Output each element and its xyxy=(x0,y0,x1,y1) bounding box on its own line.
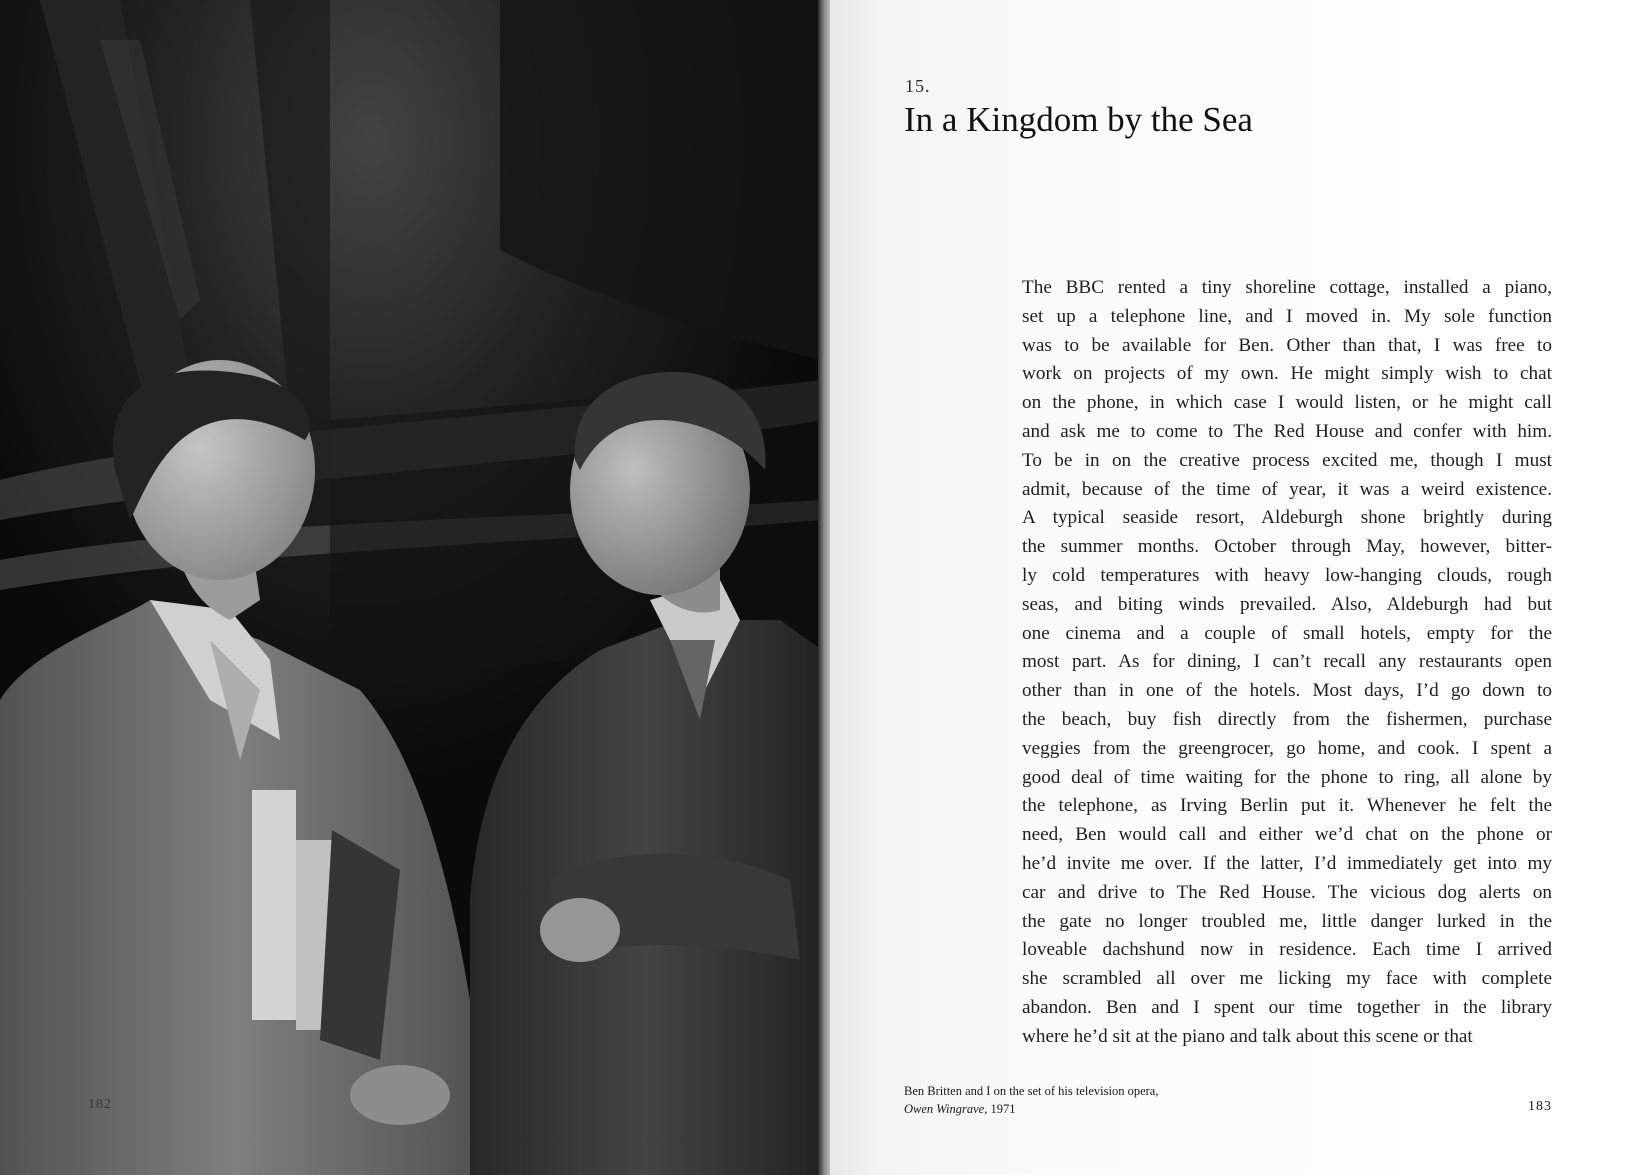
body-line: the telephone, as Irving Berlin put it. Whenever he felt the xyxy=(1022,795,1552,817)
body-line: most part. As for dining, I can’t recall any restaurants open xyxy=(1022,651,1552,673)
body-line: admit, because of the time of year, it was a weird existence. xyxy=(1022,478,1552,500)
body-line: good deal of time waiting for the phone to ring, all alone by xyxy=(1022,766,1552,788)
body-line: the beach, buy fish directly from the fishermen, purchase xyxy=(1022,708,1552,730)
body-paragraph xyxy=(1022,274,1552,1052)
body-line: abandon. Ben and I spent our time together in the library xyxy=(1022,996,1552,1018)
body-line: veggies from the greengrocer, go home, and cook. I spent a xyxy=(1022,737,1552,759)
body-line: To be in on the creative process excited me, though I must xyxy=(1022,449,1552,471)
page-number: 183 xyxy=(1528,1099,1552,1114)
caption-year: , 1971 xyxy=(984,1102,1016,1116)
body-line: and ask me to come to The Red House and confer with him. xyxy=(1022,420,1552,442)
body-line: set up a telephone line, and I moved in. My sole function xyxy=(1022,305,1552,327)
body-line: loveable dachshund now in residence. Each time I arrived xyxy=(1022,939,1552,961)
body-line: he’d invite me over. If the latter, I’d immediately get into my xyxy=(1022,852,1552,874)
body-line: where he’d sit at the piano and talk about this scene or that xyxy=(1022,1025,1473,1047)
body-line: she scrambled all over me licking my face with complete xyxy=(1022,968,1552,990)
body-line: need, Ben would call and either we’d chat on the phone or xyxy=(1022,824,1552,846)
text-page xyxy=(830,0,1636,1175)
body-line: work on projects of my own. He might simply wish to chat xyxy=(1022,363,1552,385)
body-line: The BBC rented a tiny shoreline cottage, installed a piano, xyxy=(1022,277,1552,298)
chapter-title: In a Kingdom by the Sea xyxy=(904,100,1253,139)
body-line: the summer months. October through May, however, bitter- xyxy=(1022,536,1552,558)
body-line: one cinema and a couple of small hotels, empty for the xyxy=(1022,622,1552,644)
body-line: car and drive to The Red House. The vicious dog alerts on xyxy=(1022,881,1552,903)
caption-line xyxy=(904,1100,1158,1118)
body-line: on the phone, in which case I would listen, or he might call xyxy=(1022,392,1552,414)
left-folio: 182 xyxy=(88,1097,112,1112)
body-line: seas, and biting winds prevailed. Also, Aldeburgh had but xyxy=(1022,593,1552,615)
photo-caption xyxy=(904,1082,1158,1118)
body-line: ly cold temperatures with heavy low-hanging clouds, rough xyxy=(1022,564,1552,586)
body-line: A typical seaside resort, Aldeburgh shone brightly during xyxy=(1022,507,1552,529)
chapter-number: 15. xyxy=(905,76,931,96)
caption-opera-title: Owen Wingrave xyxy=(904,1102,985,1116)
body-line: the gate no longer troubled me, little danger lurked in the xyxy=(1022,910,1552,932)
body-line: other than in one of the hotels. Most days, I’d go down to xyxy=(1022,680,1552,702)
caption-line: Ben Britten and I on the set of his television opera, xyxy=(904,1084,1159,1098)
body-line: was to be available for Ben. Other than that, I was free to xyxy=(1022,334,1552,356)
